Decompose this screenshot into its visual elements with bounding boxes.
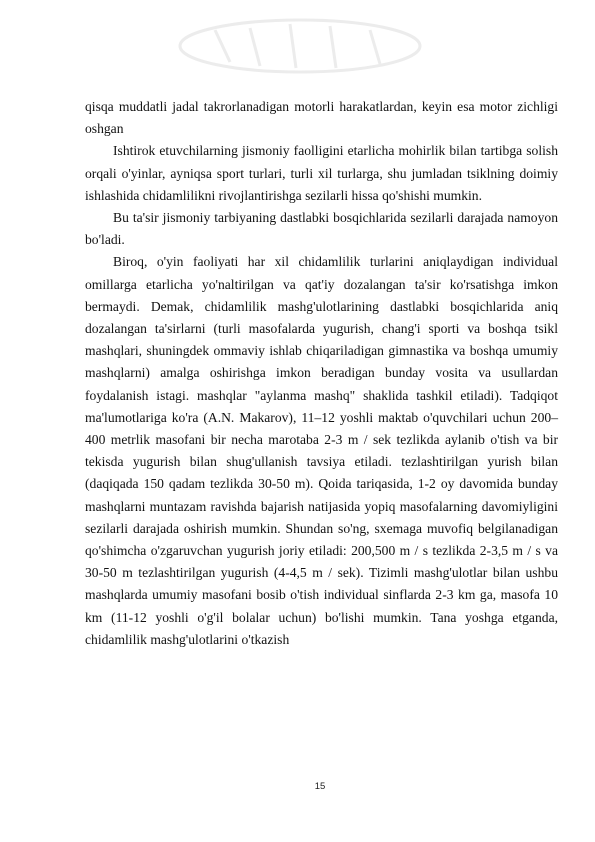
paragraph-4: Biroq, o'yin faoliyati har xil chidamlilik turlarini aniqlaydigan individual omillarga etarlicha yo'naltirilgan va qat'iy dozalangan ta'sir ko'rsatishga imkon bermaydi. Demak, chidamlilik mashg'ulotlarining dastlabki bosqichlarida aniq dozalangan ta'sirlarni (turli masofalarda yugurish, chang'i sporti va boshqa tsikl mashqlari, shuningdek ommaviy ishlab chiqariladigan gimnastika va boshqa umumiy mashqlarni) amalga oshirishga imkon beradigan bunday vosita va usullardan foydalanish istagi. mashqlar "aylanma mashq" shaklida tashkil etiladi). Tadqiqot ma'lumotlariga ko'ra (A.N. Makarov), 11–12 yoshli maktab o'quvchilari uchun 200–400 metrlik masofani bir necha marotaba 2-3 m / sek tezlikda aylanib o'tish va bir tekisda yugurish bilan shug'ullanish tavsiya etiladi. tezlashtirilgan yurish bilan (daqiqada 150 qadam tezlikda 30-50 m). Qoida tariqasida, 1-2 oy davomida bunday mashqlarni muntazam ravishda bajarish natijasida yopiq masofalarning davomiyligini sezilarli darajada oshirish mumkin. Shundan so'ng, sxemaga muvofiq belgilanadigan qo'shimcha o'zgaruvchan yugurish joriy etiladi: 200,500 m / s tezlikda 2-3,5 m / s va 30-50 m tezlashtirilgan yugurish (4-4,5 m / sek). Tizimli mashg'ulotlar bilan ushbu mashqlarda umumiy masofani bosib o'tish individual sinflarda 2-3 km ga, masofa 10 km (11-12 yoshli o'g'il bolalar uchun) bo'lishi mumkin. Tana yoshga etganda, chidamlilik mashg'ulotlarini o'tkazish <box>85 254 558 647</box>
paragraph-2: Ishtirok etuvchilarning jismoniy faolligini etarlicha mohirlik bilan tartibga solish orqali o'yinlar, ayniqsa sport turlari, turli xil turlarga, shu jumladan tsiklning doimiy ishlashida chidamlilikni rivojlantirishga sezilarli hissa qo'shishi mumkin. <box>85 143 558 203</box>
paragraph-3: Bu ta'sir jismoniy tarbiyaning dastlabki bosqichlarida sezilarli darajada namoyon bo'ladi. <box>85 210 558 248</box>
document-body <box>85 96 558 651</box>
paragraph-1: qisqa muddatli jadal takrorlanadigan motorli harakatlardan, keyin esa motor zichligi oshgan <box>85 99 558 137</box>
page-number: 15 <box>314 781 326 792</box>
